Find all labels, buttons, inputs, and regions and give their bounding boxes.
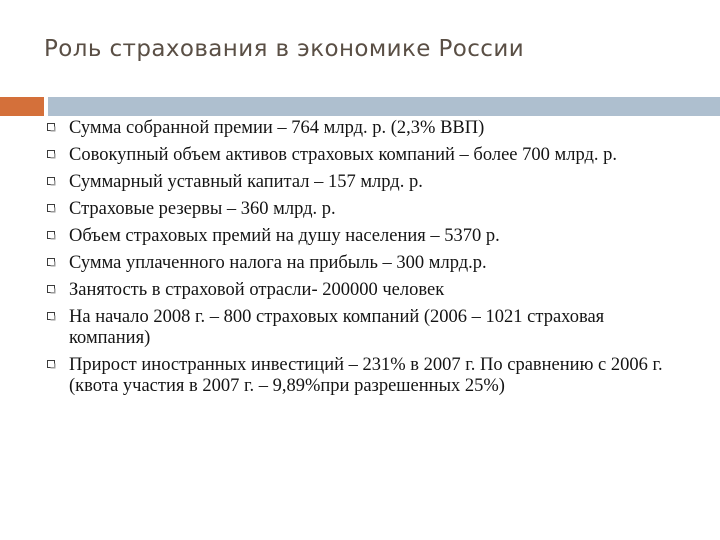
bullet-text: На начало 2008 г. – 800 страховых компаний (2006 – 1021 страховая компания) — [69, 307, 605, 348]
slide-title: Роль страхования в экономике России — [44, 36, 525, 62]
bullet-text: Совокупный объем активов страховых компаний – более 700 млрд. р. — [69, 145, 617, 165]
bullet-item-authorized-capital — [44, 172, 684, 193]
bullet-item-premium-total — [44, 118, 684, 139]
square-bullet-icon — [47, 312, 55, 320]
bullet-item-company-count — [44, 307, 684, 349]
bullet-text: Объем страховых премий на душу населения – 5370 р. — [69, 226, 500, 246]
square-bullet-icon — [47, 177, 55, 185]
bullet-item-foreign-investment — [44, 355, 684, 397]
bullet-text: Сумма уплаченного налога на прибыль – 300 млрд.р. — [69, 253, 487, 273]
bullet-item-reserves — [44, 199, 684, 220]
square-bullet-icon — [47, 360, 55, 368]
bullet-text: Страховые резервы – 360 млрд. р. — [69, 199, 336, 219]
bullet-item-premium-per-capita — [44, 226, 684, 247]
square-bullet-icon — [47, 150, 55, 158]
accent-bar — [0, 97, 44, 116]
square-bullet-icon — [47, 258, 55, 266]
bullet-text: Суммарный уставный капитал – 157 млрд. р. — [69, 172, 423, 192]
title-rule — [48, 97, 720, 116]
bullet-item-employment — [44, 280, 684, 301]
bullet-text: Сумма собранной премии – 764 млрд. р. (2,3% ВВП) — [69, 118, 485, 138]
bullet-text: Прирост иностранных инвестиций – 231% в 2007 г. По сравнению с 2006 г. (квота участия в 2007 г. – 9,89%при разрешенных 25%) — [69, 355, 663, 396]
bullet-list — [44, 118, 684, 403]
square-bullet-icon — [47, 285, 55, 293]
square-bullet-icon — [47, 204, 55, 212]
bullet-item-total-assets — [44, 145, 684, 166]
square-bullet-icon — [47, 231, 55, 239]
bullet-text: Занятость в страховой отрасли- 200000 человек — [69, 280, 445, 300]
square-bullet-icon — [47, 123, 55, 131]
bullet-item-profit-tax — [44, 253, 684, 274]
